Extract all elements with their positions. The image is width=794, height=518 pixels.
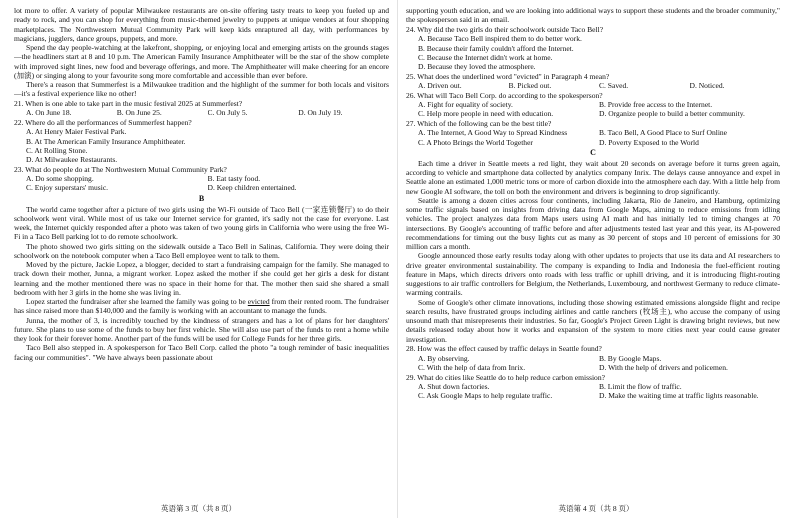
option: B. On June 25. <box>116 108 162 118</box>
text: from their rented room. The fundraiser has since raised more than $140,000 and the family is working with an accountant to manage the funds. <box>14 297 389 316</box>
question-28: 28. How was the effect caused by traffic delays in Seattle found? <box>406 344 602 354</box>
section-heading-c: C <box>590 147 596 157</box>
paragraph: Taco Bell also stepped in. A spokesperson for Taco Bell Corp. called the photo "a tough reminder of basic inequalities facing our communities". "We have always been passionate about <box>14 343 389 362</box>
question-24-options <box>406 34 780 71</box>
paragraph: There's a reason that Summerfest is a Milwaukee tradition and the highlight of the summer for both locals and visitors—it's a festival experience like no other! <box>14 80 389 99</box>
paragraph: Each time a driver in Seattle meets a red light, they wait about 20 seconds on average before it turns green again, according to vehicle and smartphone data collected by analytics company Inrix. The delays cause annoyance and expel in Seattle alone an estimated 1,000 metric tons or more of carbon dioxide into the atmosphere each day. With a little help from new Google AI software, the toll on both the environment and drivers is beginning to drop significantly. <box>406 158 780 196</box>
option: C. On July 5. <box>207 108 248 118</box>
paragraph: Spend the day people-watching at the lakefront, shopping, or enjoying local and emerging artists on the grounds stages—the headliners start at 8 and 10 p.m. The American Family Insurance Amphitheater will be the star of the show complete with improved sight lines, new food and beverage offerings, and more. The Amphitheater will make cheering for an encore (加演) or singing along to your favourite song more comfortable and accessible than ever before. <box>14 43 389 80</box>
section-heading-b: B <box>198 193 205 203</box>
option: B. Limit the flow of traffic. <box>599 381 682 391</box>
question-22-options <box>14 127 389 164</box>
option: A. Because Taco Bell inspired them to do better work. <box>418 34 582 44</box>
question-28-options <box>406 354 780 373</box>
question-22: 22. Where do all the performances of Summerfest happen? <box>14 118 192 127</box>
option: B. Provide free access to the Internet. <box>599 100 713 109</box>
paragraph: Moved by the picture, Jackie Lopez, a blogger, decided to start a fundraising campaign for the family. She managed to track down their mother, Junna, a migrant worker. Lopez asked the mother if she could get her girls a desk for distant learning and the mother mentioned there was no space in their home for that. The mother then said she shared a small bedroom with her 3 girls in the home she was living in. <box>14 260 389 297</box>
option: C. Ask Google Maps to help regulate traffic. <box>418 391 553 400</box>
option: C. Help more people in need with education. <box>418 109 554 119</box>
paragraph: lot more to offer. A variety of popular Milwaukee restaurants are on-site offering tasty treats to keep you fueled up and ready to rock, and you can shop for everything from music-themed jewelry to puppets at unique vendors at four shopping marketplaces. The Northwestern Mutual Community Park will keep kids enraptured all day, with performances by magicians, jugglers, dance groups, puppets, and more. <box>14 6 389 43</box>
question-29: 29. What do cities like Seattle do to help reduce carbon emission? <box>406 372 605 382</box>
option: D. At Milwaukee Restaurants. <box>26 155 118 164</box>
option: A. By observing. <box>418 353 470 363</box>
option: C. Saved. <box>599 81 629 90</box>
option: A. On June 18. <box>26 108 72 118</box>
page-footer: 英语第 4 页（共 8 页） <box>558 504 634 513</box>
paragraph: Some of Google's other climate innovations, including those showing estimated emissions alongside flight and recipe search results, have frustrated groups including airlines and cattle ranchers (牧场主), who accuse the company of using unsound math that misrepresents their industries. So far, Google's Project Green Light is drawing bright reviews, but new details released today about how it works and expansion of the system to more cities next year could cause greater investigation. <box>406 297 780 344</box>
right-page-content <box>406 6 780 503</box>
paragraph: supporting youth education, and we are looking into additional ways to support these students and the broader community," the spokesperson said in an email. <box>406 6 780 25</box>
question-25-options <box>406 81 780 90</box>
underlined-word: evicted <box>247 297 270 306</box>
paragraph <box>14 297 389 316</box>
option: B. Picked out. <box>508 81 552 90</box>
question-26: 26. What will Taco Bell Corp. do according to the spokesperson? <box>406 90 603 100</box>
option: C. Because the Internet didn't work at home. <box>418 52 553 62</box>
option: A. At Henry Maier Festival Park. <box>26 127 127 137</box>
option: A. Driven out. <box>418 81 462 90</box>
question-25: 25. What does the underlined word "evicted" in Paragraph 4 mean? <box>406 71 610 81</box>
option: B. Taco Bell, A Good Place to Surf Online <box>599 128 728 138</box>
question-26-options <box>406 100 780 119</box>
option: B. Because their family couldn't afford the Internet. <box>418 43 574 53</box>
paragraph: Google announced those early results today along with other updates to projects that use its data and AI researchers to drive greater environmental sustainability. The company is expanding to India and Indonesia the fuel-efficient routing feature in Maps, which directs drivers onto roads with less traffic or uphill driving, and it is introducing flight-routing suggestions to air traffic controllers for Belgium, the Netherlands, Luxembourg, and northwest Germany to reduce climate-warming contrails. <box>406 251 780 298</box>
option: B. At The American Family Insurance Amphitheater. <box>26 136 186 146</box>
option: D. Because they loved the atmosphere. <box>418 62 536 71</box>
option: D. Keep children entertained. <box>207 183 297 193</box>
question-24: 24. Why did the two girls do their schoolwork outside Taco Bell? <box>406 25 604 34</box>
option: D. With the help of drivers and policemen. <box>599 362 728 372</box>
option: B. Eat tasty food. <box>207 174 261 183</box>
option: D. Poverty Exposed to the World <box>599 137 699 147</box>
option: A. Fight for equality of society. <box>418 100 513 109</box>
option: C. Enjoy superstars' music. <box>26 183 109 193</box>
option: D. Organize people to build a better community. <box>599 109 745 119</box>
option: D. Make the waiting time at traffic lights reasonable. <box>599 391 759 400</box>
paragraph: Junna, the mother of 3, is incredibly touched by the kindness of strangers and has a lot of plans for her daughters' future. She plans to use some of the funds to buy her first vehicle. She will also use part of the funds to rent a home while they look for their forever home. Another part of the funds will be used for College Funds for her three girls. <box>14 315 389 343</box>
option: A. The Internet, A Good Way to Spread Kindness <box>418 128 568 138</box>
option: B. By Google Maps. <box>599 353 662 363</box>
option: C. A Photo Brings the World Together <box>418 137 533 147</box>
question-21: 21. When is one able to take part in the music festival 2025 at Summerfest? <box>14 99 243 108</box>
question-29-options <box>406 382 780 401</box>
option: A. Shut down factories. <box>418 381 490 391</box>
question-27: 27. Which of the following can be the best title? <box>406 119 552 128</box>
option: A. Do some shopping. <box>26 174 94 183</box>
left-page-content <box>14 6 389 503</box>
text: Lopez started the fundraiser after she learned the family was going to be <box>26 297 248 306</box>
question-21-options <box>14 108 389 117</box>
paragraph: The world came together after a picture of two girls using the Wi-Fi outside of Taco Bell (一家连锁餐厅) to do their schoolwork went viral. While most of us take our Internet service for granted, it's sadly not the case for everyone. Last week, the Internet quickly responded after a photo was taken of two young girls in California who were using the free Wi-Fi in a Taco Bell parking lot to do remote schoolwork. <box>14 204 389 242</box>
paragraph: Seattle is among a dozen cities across four continents, including Jakarta, Rio de Janeiro, and Hamburg, optimizing some traffic signals based on insights from driving data from Google Maps, aiming to reduce emissions from idling vehicles. The project analyzes data from Maps users using AI math and has initially led to timing changes at 70 intersections. By Google's accounting of traffic before and after adjustments tested last year and this year, its AI-powered recommendations for timing out the busy lights cut as many as 30 percent of stops and 10 percent of emissions for 30 million cars a month. <box>406 195 780 251</box>
page-footer: 英语第 3 页（共 8 页） <box>161 504 236 513</box>
option: D. Noticed. <box>689 81 725 90</box>
question-23-options <box>14 174 389 193</box>
right-page <box>397 0 794 518</box>
paragraph: The photo showed two girls sitting on the sidewalk outside a Taco Bell in Salinas, California. They were doing their schoolwork on the notebook computer when a Taco Bell employee went to talk to them. <box>14 241 389 260</box>
option: C. At Rolling Stone. <box>26 145 88 155</box>
option: C. With the help of data from Inrix. <box>418 362 526 372</box>
question-27-options <box>406 128 780 147</box>
question-23: 23. What do people do at The Northwestern Mutual Community Park? <box>14 164 227 174</box>
option: D. On July 19. <box>298 108 343 118</box>
